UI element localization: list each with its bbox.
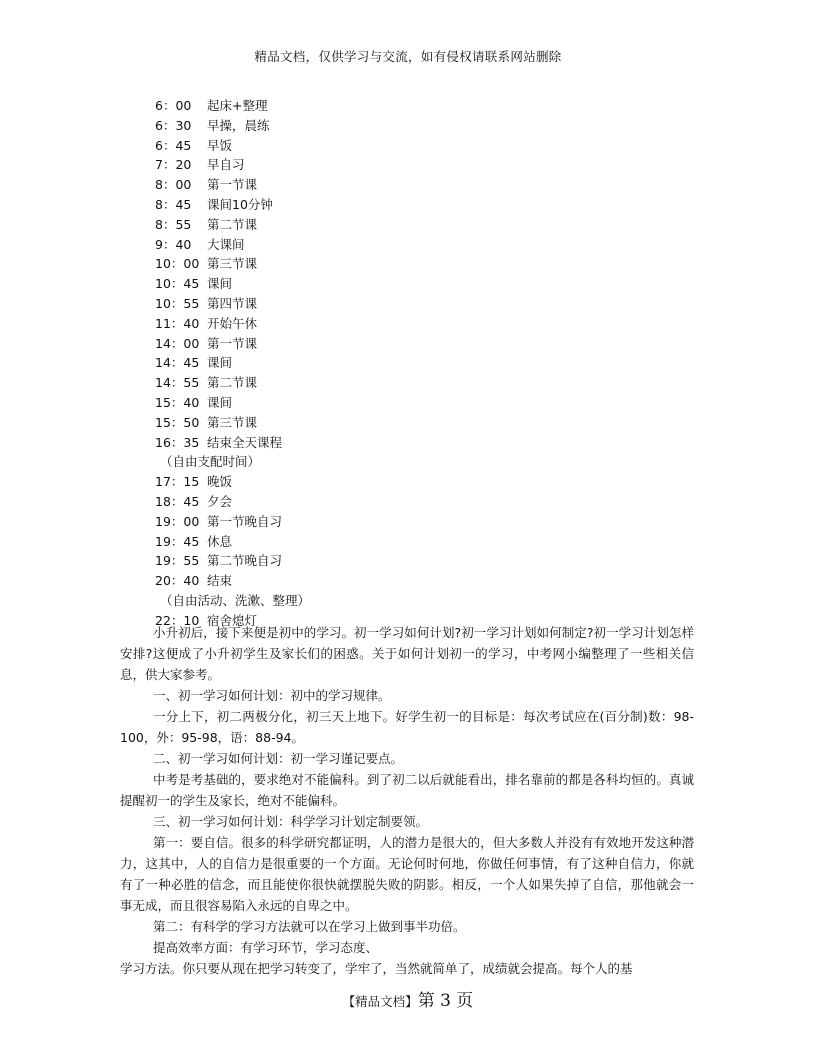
schedule-activity: 课间 xyxy=(207,394,233,410)
schedule-time: 8：00 xyxy=(155,177,192,193)
schedule-row xyxy=(155,116,310,136)
schedule-row xyxy=(155,155,310,175)
schedule-activity: 早饭 xyxy=(207,137,233,153)
schedule-row xyxy=(155,571,310,591)
paragraph: 第一：要自信。很多的科学研究都证明，人的潜力是很大的，但大多数人并没有有效地开发这种潜力，这其中，人的自信力是很重要的一个方面。无论何时何地，你做任何事情，有了这种自信力，你就有了一种必胜的信念，而且能使你很快就摆脱失败的阴影。相反，一个人如果失掉了自信，那他就会一事无成，而且很容易陷入永远的自卑之中。 xyxy=(120,835,694,913)
schedule-row xyxy=(155,551,310,571)
schedule-time: 15：50 xyxy=(155,414,200,430)
schedule-time: 14：45 xyxy=(155,355,200,371)
schedule-note: （自由活动、洗漱、整理） xyxy=(160,592,311,608)
schedule-time: 20：40 xyxy=(155,573,200,589)
schedule-time: 19：00 xyxy=(155,513,200,529)
schedule-activity: 第一节课 xyxy=(207,177,258,193)
schedule-time: 22：10 xyxy=(155,612,200,628)
schedule-time: 11：40 xyxy=(155,315,200,331)
page-footer xyxy=(0,986,816,1011)
schedule-time: 8：45 xyxy=(155,196,192,212)
schedule-time: 6：45 xyxy=(155,137,192,153)
schedule-activity: 夕会 xyxy=(207,493,233,509)
schedule-activity: 第一节课 xyxy=(207,335,258,351)
schedule-activity: 晚饭 xyxy=(207,474,233,490)
page-header: 精品文档，仅供学习与交流，如有侵权请联系网站删除 xyxy=(254,49,562,64)
schedule-activity: 第二节晚自习 xyxy=(207,553,283,569)
schedule-row xyxy=(155,274,310,294)
schedule-time: 6：30 xyxy=(155,117,192,133)
schedule-activity: 宿舍熄灯 xyxy=(207,612,258,628)
daily-schedule xyxy=(155,96,310,631)
schedule-time: 7：20 xyxy=(155,157,192,173)
footer-tag: 【精品文档】 xyxy=(342,994,418,1009)
article-body xyxy=(120,622,694,979)
schedule-time: 15：40 xyxy=(155,394,200,410)
schedule-activity: 休息 xyxy=(207,533,233,549)
schedule-time: 17：15 xyxy=(155,474,200,490)
paragraph: 小升初后，接下来便是初中的学习。初一学习如何计划?初一学习计划如何制定?初一学习计划怎样安排?这便成了小升初学生及家长们的困惑。关于如何计划初一的学习，中考网小编整理了一些相关信息，供大家参考。 xyxy=(120,625,694,682)
schedule-activity: 第三节课 xyxy=(207,256,258,272)
schedule-row xyxy=(155,136,310,156)
schedule-activity: 课间 xyxy=(207,355,233,371)
schedule-row xyxy=(155,334,310,354)
paragraph: 二、初一学习如何计划：初一学习谨记要点。 xyxy=(153,751,404,766)
schedule-time: 9：40 xyxy=(155,236,192,252)
schedule-row xyxy=(155,472,310,492)
page-number: 第 3 页 xyxy=(417,991,474,1011)
paragraph: 学习方法。你只要从现在把学习转变了，学牢了，当然就简单了，成绩就会提高。每个人的基 xyxy=(120,961,633,976)
paragraph: 一、初一学习如何计划：初中的学习规律。 xyxy=(153,688,391,703)
schedule-row xyxy=(155,532,310,552)
schedule-row xyxy=(155,96,310,116)
schedule-time: 6：00 xyxy=(155,98,192,113)
schedule-row xyxy=(155,512,310,532)
schedule-row xyxy=(155,492,310,512)
schedule-time: 14：55 xyxy=(155,375,200,391)
paragraph: 中考是考基础的，要求绝对不能偏科。到了初二以后就能看出，排名靠前的都是各科均恒的。真诚提醒初一的学生及家长，绝对不能偏科。 xyxy=(120,772,694,808)
schedule-activity: 起床+整理 xyxy=(207,98,268,113)
schedule-row xyxy=(155,373,310,393)
schedule-activity: 开始午休 xyxy=(207,315,258,331)
schedule-row xyxy=(155,314,310,334)
schedule-row xyxy=(155,413,310,433)
paragraph: 一分上下，初二两极分化，初三天上地下。好学生初一的目标是：每次考试应在(百分制)数：98-100，外：95-98，语：88-94。 xyxy=(120,709,694,745)
schedule-activity: 第四节课 xyxy=(207,295,258,311)
schedule-row xyxy=(155,433,310,453)
schedule-time: 10：45 xyxy=(155,276,200,292)
schedule-activity: 第二节课 xyxy=(207,216,258,232)
schedule-row xyxy=(155,254,310,274)
schedule-note: （自由支配时间） xyxy=(160,454,261,470)
schedule-row xyxy=(155,235,310,255)
schedule-row xyxy=(155,195,310,215)
schedule-time: 19：55 xyxy=(155,553,200,569)
schedule-activity: 课间10分钟 xyxy=(207,196,273,212)
schedule-row xyxy=(155,353,310,373)
schedule-activity: 第三节课 xyxy=(207,414,258,430)
schedule-activity: 结束全天课程 xyxy=(207,434,283,450)
schedule-activity: 结束 xyxy=(207,573,233,589)
schedule-row xyxy=(155,175,310,195)
schedule-activity: 早操，晨练 xyxy=(207,117,270,133)
schedule-time: 18：45 xyxy=(155,493,200,509)
schedule-activity: 第一节晚自习 xyxy=(207,513,283,529)
schedule-activity: 第二节课 xyxy=(207,375,258,391)
schedule-row xyxy=(155,215,310,235)
schedule-activity: 早自习 xyxy=(207,157,245,173)
schedule-time: 8：55 xyxy=(155,216,192,232)
schedule-time: 14：00 xyxy=(155,335,200,351)
paragraph: 第二：有科学的学习方法就可以在学习上做到事半功倍。 xyxy=(153,919,466,934)
schedule-activity: 大课间 xyxy=(207,236,245,252)
schedule-time: 10：55 xyxy=(155,295,200,311)
schedule-time: 16：35 xyxy=(155,434,200,450)
schedule-row xyxy=(155,294,310,314)
paragraph: 三、初一学习如何计划：科学学习计划定制要领。 xyxy=(153,814,429,829)
schedule-activity: 课间 xyxy=(207,276,233,292)
schedule-time: 19：45 xyxy=(155,533,200,549)
schedule-time: 10：00 xyxy=(155,256,200,272)
paragraph: 提高效率方面：有学习环节，学习态度、 xyxy=(153,940,379,955)
schedule-row xyxy=(155,393,310,413)
